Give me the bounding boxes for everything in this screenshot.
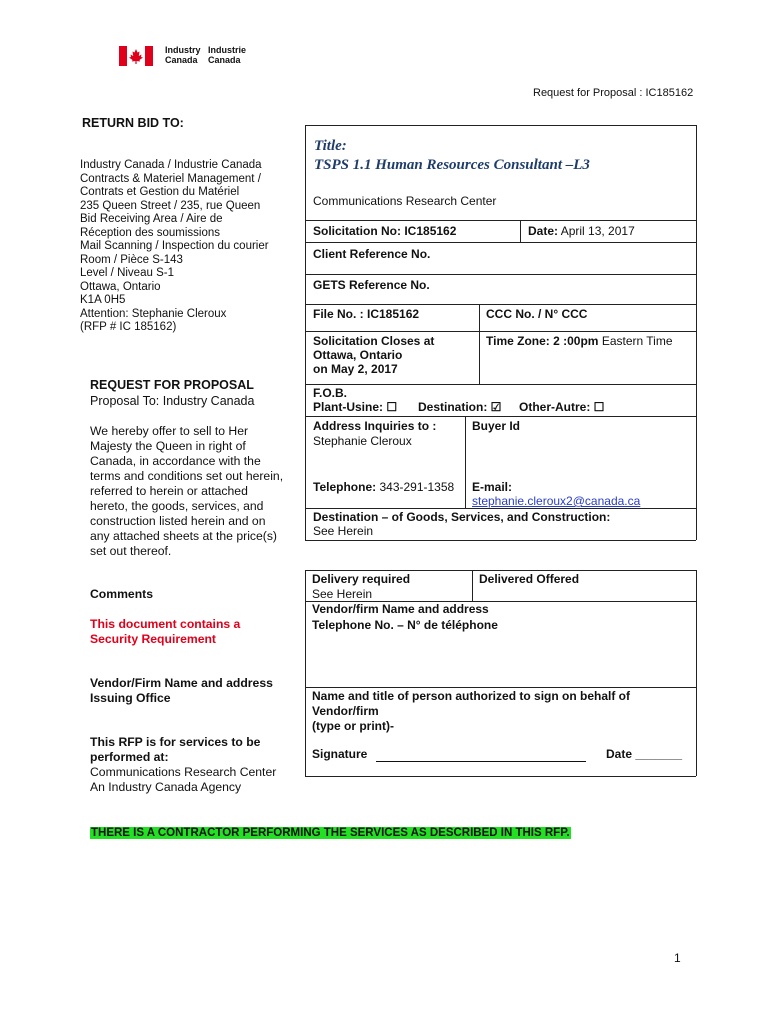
ccc-number: CCC No. / N° CCC [486, 307, 588, 321]
solicitation-closes: Solicitation Closes at Ottawa, Ontario on May 2, 2017 [313, 334, 435, 376]
comments-label: Comments [90, 587, 153, 601]
gets-reference: GETS Reference No. [313, 278, 430, 292]
authorized-person-label: Name and title of person authorized to sign on behalf of Vendor/firm (type or print)- [312, 689, 631, 733]
signature-line[interactable] [376, 761, 586, 762]
date-field[interactable]: Date _______ [606, 747, 683, 761]
return-address: Industry Canada / Industrie Canada Contracts & Materiel Management / Contrats et Gestion du Matériel 235 Queen Street / 235, rue Queen Bid Receiving Area / Aire de Réception des soumissions Mail Scanning / Inspection du courier Room / Pièce S-143 Level / Niveau S-1 Ottawa, Ontario K1A 0H5 Attention: Stephanie Cleroux (RFP # IC 185162) [80, 159, 269, 333]
proposal-to: Proposal To: Industry Canada [90, 394, 255, 408]
client-reference: Client Reference No. [313, 247, 431, 261]
return-bid-heading: RETURN BID TO: [82, 116, 184, 130]
signature-label: Signature [312, 747, 368, 761]
delivery-see-herein: See Herein [312, 587, 373, 601]
telephone: Telephone: 343-291-1358 [313, 480, 455, 494]
fob-plant[interactable]: Plant-Usine: ☐ [313, 400, 398, 414]
fob-destination[interactable]: Destination: ☑ [418, 400, 502, 414]
page-number: 1 [674, 951, 681, 965]
address-inquiries-label: Address Inquiries to : [313, 419, 437, 433]
request-heading: REQUEST FOR PROPOSAL [90, 378, 254, 392]
address-inquiries-value: Stephanie Cleroux [313, 434, 412, 448]
logo-french: Industrie Canada [208, 45, 247, 65]
offer-text: We hereby offer to sell to Her Majesty the Queen in right of Canada, in accordance with the terms and conditions set out herein, referred to herein or attached hereto, the goods, services, and construction listed herein and on any attached sheets at the price(s) set out thereof. [90, 424, 284, 558]
title-label: Title: [314, 138, 347, 154]
performed-at-location: Communications Research Center An Industry Canada Agency [90, 765, 277, 794]
fob-other[interactable]: Other-Autre: ☐ [519, 400, 605, 414]
logo-english: Industry Canada [165, 45, 201, 65]
delivery-required: Delivery required [312, 572, 411, 586]
destination-goods: Destination – of Goods, Services, and Construction: [313, 510, 611, 524]
title-value: TSPS 1.1 Human Resources Consultant –L3 [314, 157, 590, 173]
vendor-name-label: Vendor/firm Name and address [312, 602, 489, 616]
canada-flag-icon [119, 46, 153, 66]
time-zone: Time Zone: 2 :00pm Eastern Time [486, 334, 673, 348]
security-requirement: This document contains a Security Requirement [90, 617, 241, 646]
org-name: Communications Research Center [313, 194, 497, 208]
canada-logo [119, 44, 254, 68]
buyer-id: Buyer Id [472, 419, 521, 433]
issue-date: Date: April 13, 2017 [528, 224, 635, 238]
solicitation-number: Solicitation No: IC185162 [313, 224, 457, 238]
email-label: E-mail: [472, 480, 513, 494]
file-number: File No. : IC185162 [313, 307, 420, 321]
rfp-reference: Request for Proposal : IC185162 [533, 87, 694, 99]
contractor-banner: THERE IS A CONTRACTOR PERFORMING THE SERVICES AS DESCRIBED IN THIS RFP. [91, 827, 570, 839]
performed-at-label: This RFP is for services to be performed at: [90, 735, 261, 764]
delivered-offered: Delivered Offered [479, 572, 580, 586]
email-link[interactable]: stephanie.cleroux2@canada.ca [472, 494, 641, 508]
destination-see-herein: See Herein [313, 524, 374, 538]
fob-label: F.O.B. [313, 386, 348, 400]
telephone-no-label: Telephone No. – N° de téléphone [312, 618, 498, 632]
vendor-issuing-office: Vendor/Firm Name and address Issuing Office [90, 676, 273, 705]
